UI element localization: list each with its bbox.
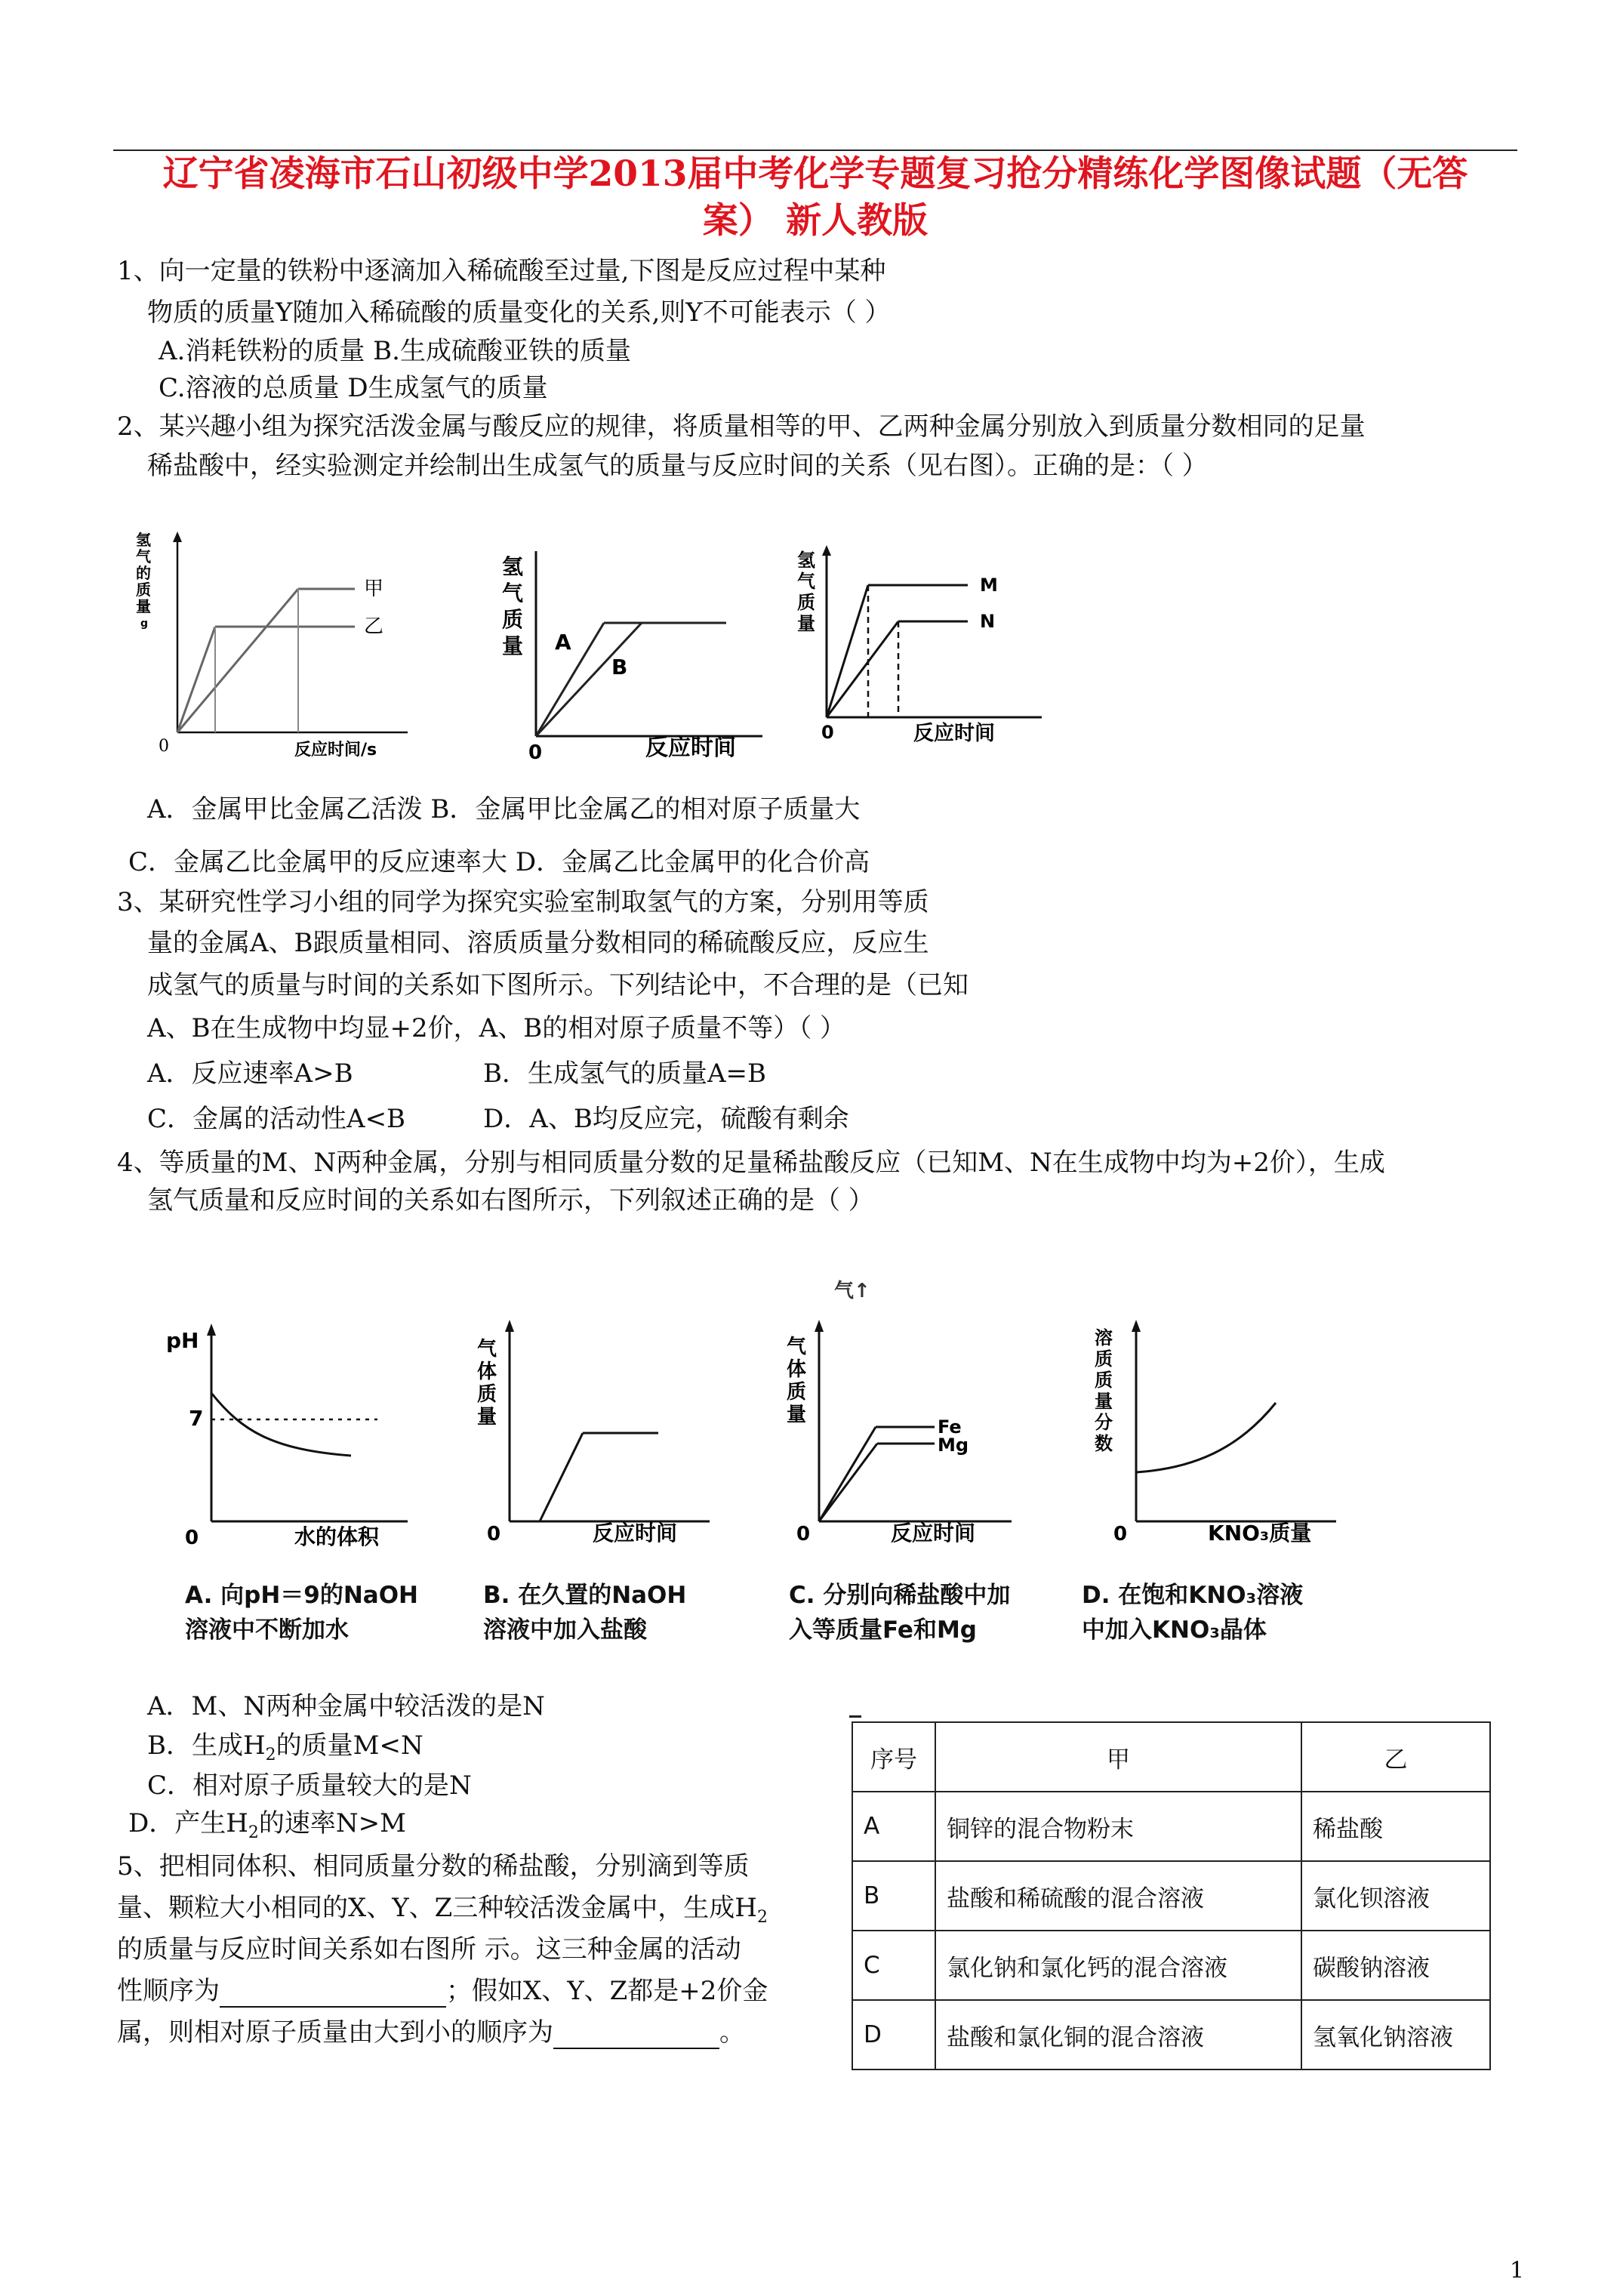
chart-3-series-m <box>827 585 868 717</box>
q1-options-ab: A.消耗铁粉的质量 B.生成硫酸亚铁的质量 <box>159 336 631 366</box>
chart-3-ylabel-char: 气 <box>797 571 815 592</box>
reagent-table <box>852 1721 1491 2070</box>
chart-b-xlabel: 反应时间 <box>593 1521 678 1546</box>
page-number: 1 <box>1510 2257 1525 2284</box>
q5-line-4-pre: 性顺序为 <box>117 1976 220 2006</box>
q5-line-2-sub: 2 <box>756 1907 768 1927</box>
q5-line-5-pre: 属，则相对原子质量由大到小的顺序为 <box>117 2017 553 2048</box>
chart-1-ylabel-char: 质 <box>136 581 151 599</box>
chart-3-origin: 0 <box>821 722 834 743</box>
table-cell-yi: 碳酸钠溶液 <box>1301 1931 1490 2000</box>
chart-c-legend-fe: Fe <box>938 1416 962 1438</box>
chart-1-ylabel-char: 的 <box>136 564 151 582</box>
q4-option-d-pre: D．产生H <box>128 1808 248 1838</box>
chart-1-ylabel <box>136 531 151 630</box>
chart-a-y-arrow <box>207 1324 216 1336</box>
chart-3-ylabel-char: 氢 <box>797 550 815 571</box>
q5-line-5 <box>117 2016 745 2049</box>
chart-2-origin: 0 <box>528 741 543 764</box>
chart-c-caption-1: C. 分别向稀盐酸中加 <box>789 1582 1011 1609</box>
chart-d-ylabel <box>1095 1327 1113 1454</box>
q4-option-d-sub: 2 <box>248 1823 259 1842</box>
q3-option-b: B．生成氢气的质量A=B <box>483 1059 767 1089</box>
chart-1-legend-yi: 乙 <box>364 615 384 638</box>
chart-1-series-jia <box>177 589 298 732</box>
chart-3-y-arrow <box>822 545 831 556</box>
chart-b <box>453 1314 710 1546</box>
chart-3-ylabel-char: 量 <box>797 613 815 634</box>
chart-2-ylabel-char: 量 <box>502 633 524 658</box>
chart-c-caption <box>789 1578 1010 1647</box>
table-cell-jia: 盐酸和氯化铜的混合溶液 <box>935 2000 1301 2069</box>
chart-c-ylabel-char: 气 <box>787 1336 807 1358</box>
chart-d-ylabel-char: 溶 <box>1095 1327 1113 1348</box>
chart-c-ylabel-char: 质 <box>787 1381 807 1404</box>
table-cell-yi: 稀盐酸 <box>1301 1792 1490 1861</box>
chart-1-origin: 0 <box>159 737 169 756</box>
chart-2-ylabel-char: 气 <box>502 581 524 606</box>
table-row <box>852 2000 1490 2069</box>
chart-b-ylabel-char: 体 <box>477 1361 497 1383</box>
chart-1 <box>121 529 423 758</box>
title-line-1: 辽宁省凌海市石山初级中学2013届中考化学专题复习抢分精练化学图像试题（无答 <box>162 153 1468 195</box>
q3-line-1: 3、某研究性学习小组的同学为探究实验室制取氢气的方案，分别用等质 <box>117 887 929 917</box>
chart-a-caption <box>185 1578 418 1647</box>
q5-line-2 <box>117 1891 768 1934</box>
chart-2-ylabel <box>502 554 523 658</box>
q3-option-c: C．金属的活动性A<B <box>147 1104 406 1134</box>
chart-d-svg <box>1072 1314 1344 1546</box>
chart-3 <box>793 544 1079 750</box>
q2-options-ab: A．金属甲比金属乙活泼 B．金属甲比金属乙的相对原子质量大 <box>147 794 861 824</box>
table-cell-yi: 氯化钡溶液 <box>1301 1861 1490 1931</box>
chart-c-series-mg <box>819 1444 877 1521</box>
chart-c-svg <box>762 1268 1019 1546</box>
q5-line-3: 的质量与反应时间关系如右图所 示。这三种金属的活动 <box>117 1934 741 1965</box>
q4-option-d <box>128 1807 406 1850</box>
chart-d-ylabel-char: 量 <box>1095 1391 1113 1412</box>
chart-b-y-arrow <box>505 1320 514 1332</box>
chart-d-curve <box>1136 1403 1276 1472</box>
q4-option-b <box>147 1729 423 1772</box>
q4-option-a: A．M、N两种金属中较活泼的是N <box>147 1691 545 1721</box>
q5-line-2-text: 量、颗粒大小相同的X、Y、Z三种较活泼金属中，生成H <box>117 1893 757 1923</box>
chart-c-origin: 0 <box>796 1523 811 1546</box>
chart-1-ylabel-char: 气 <box>136 547 151 566</box>
chart-d-caption-1: D. 在饱和KNO₃溶液 <box>1082 1582 1304 1609</box>
chart-b-origin: 0 <box>487 1523 501 1546</box>
q5-activity-order-blank[interactable] <box>220 1979 446 2008</box>
q1-line-2: 物质的质量Y随加入稀硫酸的质量变化的关系,则Y不可能表示（ ） <box>147 297 891 328</box>
chart-d-origin: 0 <box>1113 1523 1128 1546</box>
chart-d-ylabel-char: 质 <box>1095 1348 1113 1370</box>
q3-line-4: A、B在生成物中均显+2价，A、B的相对原子质量不等）（ ） <box>147 1013 846 1043</box>
title-line-2: 案） 新人教版 <box>702 200 929 242</box>
table-row <box>852 1792 1490 1861</box>
table-cell-jia: 盐酸和稀硫酸的混合溶液 <box>935 1861 1301 1931</box>
chart-c-scan-artifact: 气↑ <box>834 1280 870 1302</box>
chart-3-ylabel-char: 质 <box>797 592 815 613</box>
chart-1-ylabel-char: 氢 <box>136 531 151 549</box>
q4-option-b-post: 的质量M<N <box>276 1730 423 1761</box>
chart-a-xlabel: 水的体积 <box>294 1524 380 1549</box>
chart-d-xlabel: KNO₃质量 <box>1208 1521 1312 1546</box>
q5-line-4-post: ；假如X、Y、Z都是+2价金 <box>446 1976 768 2006</box>
q1-line-1: 1、向一定量的铁粉中逐滴加入稀硫酸至过量,下图是反应过程中某种 <box>117 256 886 286</box>
chart-d <box>1072 1314 1344 1546</box>
chart-c <box>762 1268 1019 1546</box>
q5-line-4 <box>117 1974 768 2008</box>
chart-d-ylabel-char: 分 <box>1095 1412 1113 1433</box>
chart-b-caption <box>483 1578 686 1647</box>
table-cell-index: D <box>852 2000 935 2069</box>
chart-b-rise <box>540 1433 583 1521</box>
table-header-yi: 乙 <box>1301 1722 1490 1792</box>
table-cell-jia: 铜锌的混合物粉末 <box>935 1792 1301 1861</box>
chart-3-xlabel: 反应时间 <box>913 722 995 745</box>
chart-2 <box>491 544 778 766</box>
chart-a <box>151 1318 408 1547</box>
chart-3-ylabel <box>797 550 815 634</box>
chart-d-caption-2: 中加入KNO₃晶体 <box>1082 1616 1267 1644</box>
chart-2-ylabel-char: 氢 <box>502 554 524 579</box>
chart-c-series-fe <box>819 1427 876 1521</box>
chart-b-ylabel <box>477 1337 497 1428</box>
table-cell-jia: 氯化钠和氯化钙的混合溶液 <box>935 1931 1301 2000</box>
q4-option-c: C．相对原子质量较大的是N <box>147 1771 472 1801</box>
q3-option-d: D．A、B均反应完，硫酸有剩余 <box>483 1104 849 1134</box>
q3-line-3: 成氢气的质量与时间的关系如下图所示。下列结论中，不合理的是（已知 <box>147 970 969 1000</box>
chart-1-series-yi <box>177 627 215 732</box>
q2-line-1: 2、某兴趣小组为探究活泼金属与酸反应的规律，将质量相等的甲、乙两种金属分别放入到质量分数相同的足量 <box>117 411 1366 442</box>
table-cell-index: C <box>852 1931 935 2000</box>
chart-3-series-n <box>827 621 898 717</box>
table-cell-yi: 氢氧化钠溶液 <box>1301 2000 1490 2069</box>
chart-b-ylabel-char: 量 <box>477 1406 497 1428</box>
table-row <box>852 1861 1490 1931</box>
chart-3-legend-m: M <box>980 575 998 596</box>
chart-c-y-arrow <box>815 1320 824 1332</box>
chart-b-caption-1: B. 在久置的NaOH <box>483 1582 687 1609</box>
chart-d-caption <box>1082 1578 1303 1647</box>
q3-line-2: 量的金属A、B跟质量相同、溶质质量分数相同的稀硫酸反应，反应生 <box>147 928 929 958</box>
chart-d-ylabel-char: 数 <box>1095 1433 1113 1454</box>
q4-line-2: 氢气质量和反应时间的关系如右图所示，下列叙述正确的是（ ） <box>147 1185 874 1216</box>
chart-a-caption-2: 溶液中不断加水 <box>185 1616 349 1644</box>
chart-b-svg <box>453 1314 710 1546</box>
chart-1-ylabel-char: 量 <box>136 597 151 615</box>
chart-c-ylabel-char: 量 <box>787 1404 807 1426</box>
chart-c-xlabel: 反应时间 <box>891 1521 976 1546</box>
table-cell-index: B <box>852 1861 935 1931</box>
table-header-row <box>852 1722 1490 1792</box>
chart-b-ylabel-char: 气 <box>477 1338 497 1361</box>
chart-2-xlabel: 反应时间 <box>645 735 736 761</box>
chart-d-ylabel-char: 质 <box>1095 1370 1113 1391</box>
chart-1-ylabel-unit: g <box>140 618 149 630</box>
q5-line-5-post: 。 <box>719 2017 745 2048</box>
chart-b-ylabel-char: 质 <box>477 1383 497 1406</box>
q4-option-b-sub: 2 <box>265 1745 276 1764</box>
chart-1-xlabel: 反应时间/s <box>294 741 377 760</box>
q5-atomic-mass-order-blank[interactable] <box>553 2020 719 2049</box>
q4-line-1: 4、等质量的M、N两种金属，分别与相同质量分数的足量稀盐酸反应（已知M、N在生成物中均为+2价），生成 <box>117 1148 1385 1178</box>
chart-a-svg <box>151 1318 408 1549</box>
table-cell-index: A <box>852 1792 935 1861</box>
chart-a-tick-7: 7 <box>189 1406 204 1431</box>
chart-1-legend-jia: 甲 <box>364 578 384 600</box>
page-title <box>113 151 1517 245</box>
q5-line-1: 5、把相同体积、相同质量分数的稀盐酸，分别滴到等质 <box>117 1851 750 1881</box>
chart-2-label-b: B <box>611 655 628 680</box>
chart-c-caption-2: 入等质量Fe和Mg <box>789 1616 977 1644</box>
chart-2-label-a: A <box>555 630 571 655</box>
q1-options-cd: C.溶液的总质量 D生成氢气的质量 <box>159 373 548 403</box>
chart-a-origin: 0 <box>185 1527 199 1549</box>
chart-3-legend-n: N <box>980 611 996 632</box>
chart-2-ylabel-char: 质 <box>502 607 524 632</box>
q4-option-b-pre: B．生成H <box>147 1730 266 1761</box>
table-header-jia: 甲 <box>935 1722 1301 1792</box>
chart-a-ylabel: pH <box>166 1328 199 1353</box>
chart-3-svg <box>793 544 1079 747</box>
chart-a-curve <box>211 1393 351 1456</box>
q2-options-cd: C．金属乙比金属甲的反应速率大 D．金属乙比金属甲的化合价高 <box>128 847 870 877</box>
chart-2-series-b <box>536 623 642 736</box>
chart-a-caption-1: A. 向pH＝9的NaOH <box>185 1582 419 1609</box>
table-header-index: 序号 <box>852 1722 935 1792</box>
q2-line-2: 稀盐酸中，经实验测定并绘制出生成氢气的质量与反应时间的关系（见右图）。正确的是：（ ） <box>147 451 1208 481</box>
chart-c-ylabel-char: 体 <box>787 1358 807 1381</box>
chart-d-y-arrow <box>1132 1320 1141 1332</box>
chart-1-svg <box>121 529 423 760</box>
chart-2-svg <box>491 544 778 763</box>
table-row <box>852 1931 1490 2000</box>
chart-b-caption-2: 溶液中加入盐酸 <box>483 1616 647 1644</box>
q3-option-a: A．反应速率A>B <box>147 1059 353 1089</box>
chart-c-legend-mg: Mg <box>938 1435 969 1456</box>
table-top-mark <box>849 1715 861 1718</box>
chart-1-y-arrow <box>173 532 182 542</box>
chart-c-ylabel <box>787 1335 806 1426</box>
q4-option-d-post: 的速率N>M <box>258 1808 406 1838</box>
